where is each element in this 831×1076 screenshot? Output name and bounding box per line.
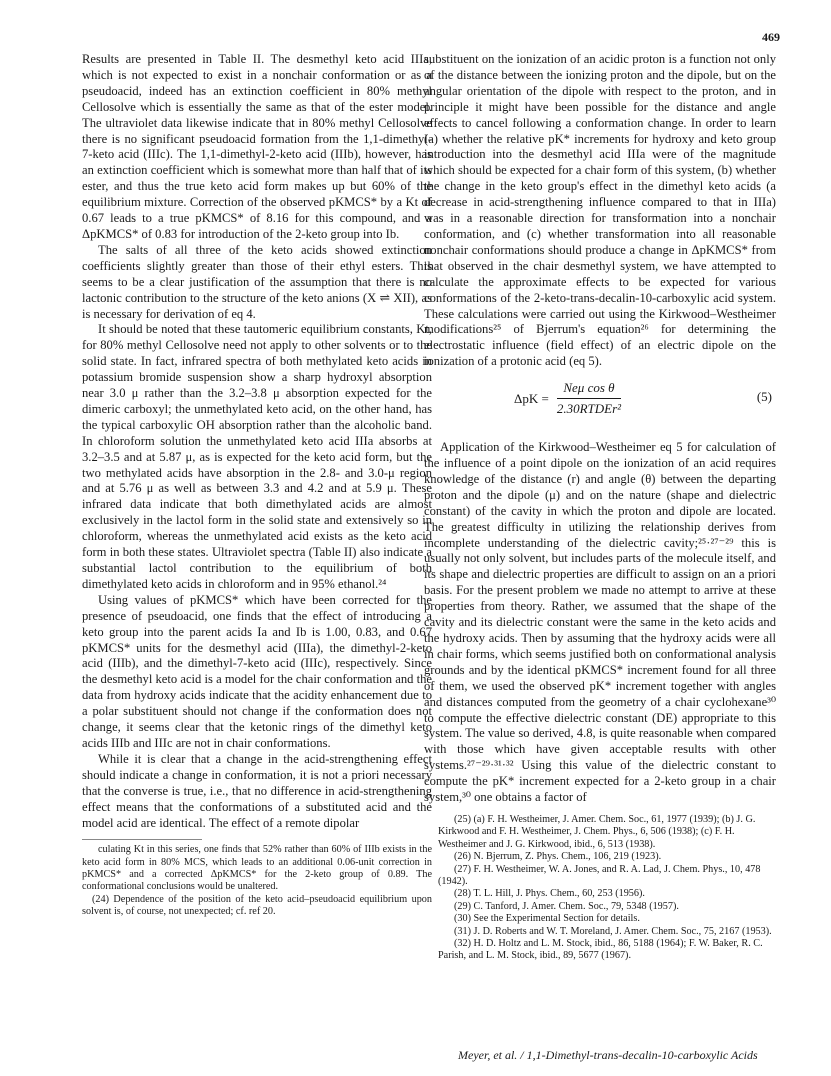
equation-5 <box>424 374 776 428</box>
reference-item: (29) C. Tanford, J. Amer. Chem. Soc., 79, 5348 (1957). <box>454 900 679 912</box>
running-footer: Meyer, et al. / 1,1-Dimethyl-trans-decalin-10-carboxylic Acids <box>458 1048 758 1062</box>
reference-item: (31) J. D. Roberts and W. T. Moreland, J. Amer. Chem. Soc., 75, 2167 (1953). <box>454 925 772 937</box>
footnote: (24) Dependence of the position of the keto acid–pseudoacid equilibrium upon solvent is, of course, not unexpected; cf. ref 20. <box>82 893 432 917</box>
body-paragraph: substituent on the ionization of an acidic proton is a function not only of the distance between the ionizing proton and the dipole, but on the angular orientation of the dipole with respect to the proton, and in principle it might have been possible for the distance and angle effects to cancel following a conformation change. In order to learn (a) whether the relative pK* increments for hydroxy and keto group introduction into the desmethyl acid IIIa were of the magnitude which should be expected for a chair form of this system, (b) whether the change in the keto group's effect in the dimethyl keto acids (a decrease in acid-strengthening influence compared to that in IIIa) was in a reasonable direction for transformation into a nonchair conformation, and (c) whether transformation into all reasonable nonchair conformations should produce a change in ΔpKMCS* from that observed in the chair desmethyl system, we have attempted to calculate the approximate effects to be expected for various conformations of the 2-keto-trans-decalin-10-carboxylic acid system. These calculations were carried out using the Kirkwood–Westheimer modifications²⁵ of Bjerrum's equation²⁶ for determining the electrostatic influence (field effect) of an electric dipole on the ionization of a protonic acid (eq 5). <box>424 52 776 369</box>
equation-denominator: 2.30RTDEr² <box>556 401 622 417</box>
left-column <box>82 52 432 918</box>
reference-item: (26) N. Bjerrum, Z. Phys. Chem., 106, 219 (1923). <box>454 851 662 863</box>
body-paragraph: Results are presented in Table II. The desmethyl keto acid IIIa, which is not expected to exist in a nonchair conformation or as a pseudoacid, indeed has an extinction coefficient in 80% methyl Cellosolve which is essentially the same as that of the ester model. The ultraviolet data likewise indicate that in 80% methyl Cellosolve there is no significant pseudoacid formation from the 1,1-dimethyl-7-keto acid (IIIc). The 1,1-dimethyl-2-keto acid (IIIb), however, has an extinction coefficient which is somewhat more than half that of its ester, and thus the true keto acid form makes up but 60% of the equilibrium mixture. Correction of the observed pKMCS* by a Kt of 0.67 leads to a true pKMCS* of 8.16 for this compound, and a ΔpKMCS* of 0.83 for introduction of the 2-keto group into Ib. <box>82 52 432 241</box>
equation-lhs: ΔpK = <box>514 390 549 406</box>
reference-item: (30) See the Experimental Section for details. <box>454 913 640 925</box>
equation-number: (5) <box>756 389 772 405</box>
reference-item: (32) H. D. Holtz and L. M. Stock, ibid., 86, 5188 (1964); F. W. Baker, R. C. Parish, and L. M. Stock, ibid., 89, 5677 (1967). <box>438 938 763 962</box>
reference-list <box>424 814 776 963</box>
reference-item: (25) (a) F. H. Westheimer, J. Amer. Chem. Soc., 61, 1977 (1939); (b) J. G. Kirkwood and F. H. Westheimer, J. Chem. Phys., 6, 506 (1938); (c) F. H. Westheimer and J. G. Kirkwood, ibid., 6, 513 (1938). <box>438 813 756 850</box>
reference-item: (28) T. L. Hill, J. Phys. Chem., 60, 253 (1956). <box>454 888 645 900</box>
body-paragraph: Using values of pKMCS* which have been corrected for the presence of pseudoacid, one finds that the effect of introducing a keto group into the parent acids Ia and Ib is 1.00, 0.83, and 0.67 pKMCS* units for the desmethyl acid (IIIa), the dimethyl-2-keto acid (IIIb), and the dimethyl-7-keto acid (IIIc), respectively. Since the desmethyl keto acid is a model for the chair conformation and the data from hydroxy acids indicate that the acidity enhancement due to a polar substituent should not change if the conformation does not change, it seems clear that the ketonic rings of the dimethyl keto acids IIIb and IIIc are not in chair conformations. <box>82 592 432 750</box>
body-paragraph: Application of the Kirkwood–Westheimer eq 5 for calculation of the influence of a point dipole on the ionization of an acid requires knowledge of the distance (r) and angle (θ) between the departing proton and the dipole (μ) and on the nature (shape and dielectric constant) of the cavity in which the proton and dipole are located. The greatest difficulty in utilizing the relationship derives from incomplete understanding of the dielectric cavity;²⁵·²⁷⁻²⁹ this is usually not only solvent, but includes parts of the molecule itself, and its shape and dielectric properties are difficult to assign on an a priori basis. For the present problem we made no attempt to arrive at these properties from theory. Rather, we assumed that the shape of the cavity and its dielectric constant were the same in the keto acids and the hydroxy acids. Then by assuming that the hydroxy acids were all in chair forms, which seems justified both on conformational analysis grounds and by the identical pKMCS* increment found for all three of them, we used the observed pK* increment together with angles and distances computed from the geometry of a chair cyclohexane³⁰ to compute the effective dielectric constant (DE) appropriate to this system. The value so derived, 4.8, is quite reasonable when compared with those which have given acceptable results with other systems.²⁷⁻²⁹·³¹·³² Using this value of the dielectric constant to compute the pK* increment expected for a 2-keto group in a chair system,³⁰ one obtains a factor of <box>424 440 776 805</box>
equation-numerator: Neμ cos θ <box>557 380 620 399</box>
reference-item: (27) F. H. Westheimer, W. A. Jones, and R. A. Lad, J. Chem. Phys., 10, 478 (1942). <box>438 863 761 887</box>
right-column <box>424 52 776 963</box>
equation-fraction <box>557 380 621 417</box>
page-number: 469 <box>762 30 780 44</box>
body-paragraph: While it is clear that a change in the acid-strengthening effect should indicate a change in conformation, it is not a priori necessary that the converse is true, i.e., that no difference in acid-strengthening effect means that the conformations of a substituted acid and the model acid are identical. The effect of a remote dipolar <box>82 751 432 830</box>
body-paragraph: It should be noted that these tautomeric equilibrium constants, Kt, for 80% methyl Cellosolve need not apply to other solvents or to the solid state. In fact, infrared spectra of both methylated keto acids in potassium bromide suspension show a sharp hydroxyl absorption near 3.0 μ rather than the 3.2–3.8 μ absorption expected for the dimeric carboxyl; the unmethylated keto acid, on the other hand, has the typical carboxylic OH absorption rather than the alcoholic band. In chloroform solution the unmethylated keto acid IIIa absorbs at 3.2–3.5 and at 5.87 μ, as is expected for the keto acid form, but the two methylated acids have absorption in the 2.8- and 3.0-μ region and at 5.76 μ as well as between 3.3 and 4.2 and at 5.9 μ. These infrared data indicate that both dimethylated acids are almost exclusively in the lactol form in the solid state and extensively so in chloroform, whereas the unmethylated acid exists as the keto acid form in both these states. Ultraviolet spectra (Table II) also indicate a substantial lactol contribution to the equilibrium of both dimethylated keto acids in chloroform and in 95% ethanol.²⁴ <box>82 322 432 591</box>
footnote: culating Kt in this series, one finds that 52% rather than 60% of IIIb exists in the keto acid form in 80% MCS, which leads to an additional 0.06-unit correction in pKMCS* and a corrected ΔpKMCS* for the 2-keto group of 0.89. The conformational conclusions would be unaltered. <box>82 844 432 893</box>
footnote-divider <box>82 839 202 840</box>
body-paragraph: The salts of all three of the keto acids showed extinction coefficients slightly greater than those of their ethyl esters. This seems to be a clear justification of the assumption that there is no lactonic contribution to the structure of the keto anions (X ⇌ XII), as is necessary for derivation of eq 4. <box>82 242 432 321</box>
